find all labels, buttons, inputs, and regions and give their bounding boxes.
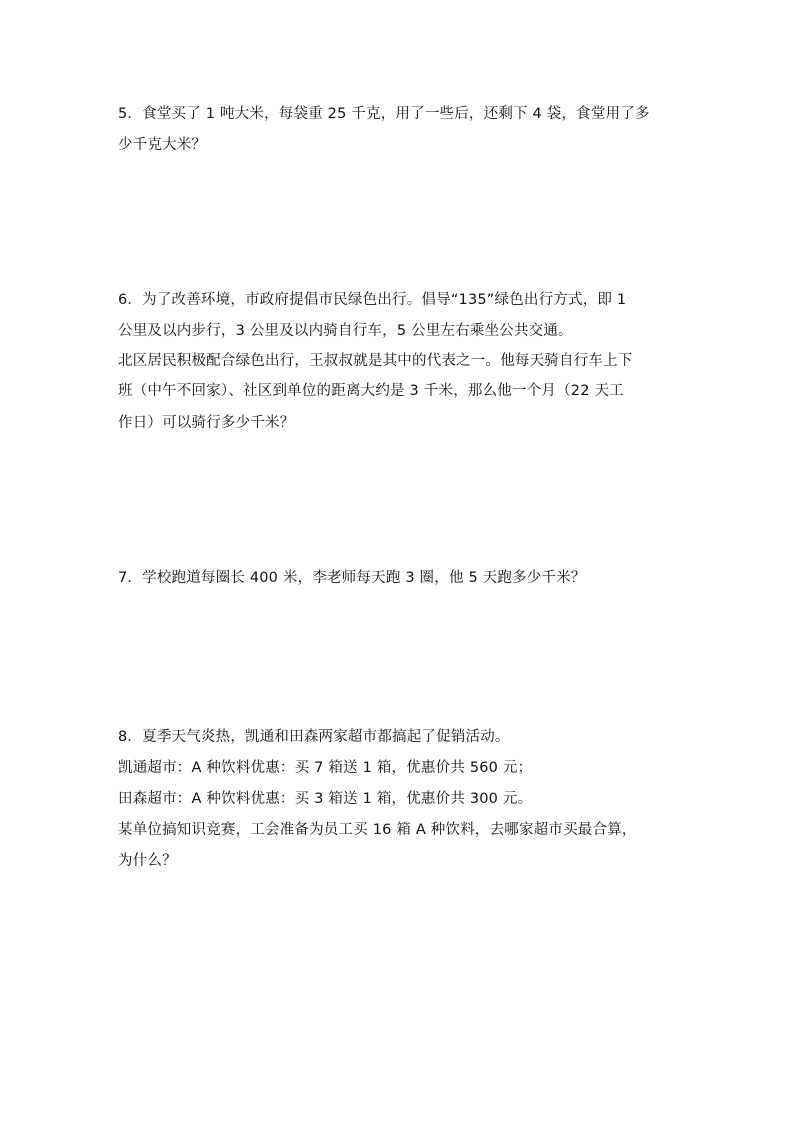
problem-6-line-4: 班（中午不回家）、社区到单位的距离大约是 3 千米，那么他一个月（22 天工 xyxy=(118,383,624,399)
problem-5-line-1: 5．食堂买了 1 吨大米，每袋重 25 千克，用了一些后，还剩下 4 袋，食堂用了多 xyxy=(118,106,650,122)
problem-5-line-2: 少千克大米？ xyxy=(118,137,207,153)
problem-6-line-1: 6．为了改善环境，市政府提倡市民绿色出行。倡导“135”绿色出行方式，即 1 xyxy=(118,292,627,308)
problem-6-line-5: 作日）可以骑行多少千米？ xyxy=(118,415,295,431)
problem-8-line-4: 某单位搞知识竞赛，工会准备为员工买 16 箱 A 种饮料，去哪家超市买最合算， xyxy=(118,822,637,838)
problem-8-line-2: 凯通超市：A 种饮料优惠：买 7 箱送 1 箱，优惠价共 560 元； xyxy=(118,760,533,776)
problem-6-line-3: 北区居民积极配合绿色出行，王叔叔就是其中的代表之一。他每天骑自行车上下 xyxy=(118,353,633,369)
problem-6-line-2: 公里及以内步行，3 公里及以内骑自行车，5 公里左右乘坐公共交通。 xyxy=(118,323,573,339)
problem-8-line-5: 为什么？ xyxy=(118,853,177,869)
problem-8-line-3: 田森超市：A 种饮料优惠：买 3 箱送 1 箱，优惠价共 300 元。 xyxy=(118,791,533,807)
problem-7-line-1: 7．学校跑道每圈长 400 米，李老师每天跑 3 圈，他 5 天跑多少千米？ xyxy=(118,570,586,586)
problem-8-line-1: 8．夏季天气炎热，凯通和田森两家超市都搞起了促销活动。 xyxy=(118,729,510,745)
